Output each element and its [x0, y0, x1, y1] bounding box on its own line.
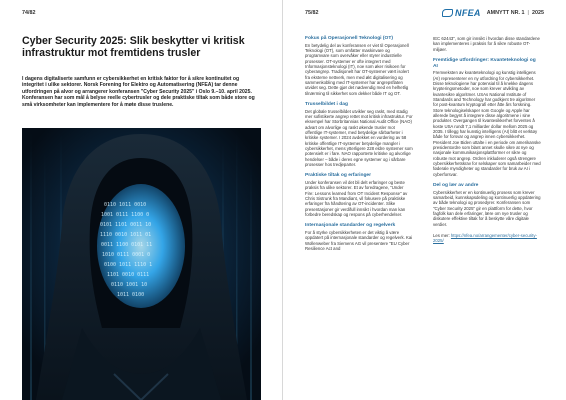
right-header: 75/82 NFEA AMNYTT NR. 1 | 2025: [305, 8, 544, 18]
hero-hacker-image: [22, 128, 261, 400]
section-body-measures: Under konferansen vil det bli delt erfaringer og beste praksis fra ulike sektorer. Et av foredragene, "Under Fire: Lessons learned from OT Incident Response" av Chris Sistrunk fra Mandiant, vil fokusere på praktiske erfaringer fra håndtering av OT-incidenter. Slike presentasjoner gir verdifull innsikt i hvordan man kan forbedre beredskap og respons på cyberhendelser.: [305, 180, 408, 218]
section-body-ot: En betydelig del av konferansen er viet til Operasjonell Teknologi (OT), som omfatter maskinvare og programvare som overvåker eller styrer industrielle prosesser. OT-systemer er ofte integrert med Informasjonsteknologi (IT), noe som øker risikoen for cyberangrep. Tradisjonelt har OT-systemer vært isolert fra eksterne nettverk, men med økt digitalisering og sammenkobling med IT-systemer har angrepsflaten utvidet seg. Dette gjør det nødvendig med en helhetlig tilnærming til sikkerhet som dekker både IT og OT.: [305, 42, 409, 96]
svg-text:0101 1101 0011 10: 0101 1101 0011 10: [100, 222, 152, 228]
section-heading-ot: Fokus på Operasjonell Teknologi (OT): [305, 36, 393, 41]
issue-label: AMNYTT NR. 1: [486, 10, 525, 16]
issue-year: 2025: [532, 10, 544, 16]
section-heading-quantum-ai: Fremtidige utfordringer: Kvanteteknologi og AI: [433, 58, 536, 69]
text-column-1: [305, 36, 413, 257]
section-body-standards: For å styrke cybersikkerheten er det viktig å være oppdatert på internasjonale standarder og regelverk. Kai Wollenweber fra Siemens AG vil presentere "EU Cyber Resilience Act and: [305, 230, 413, 252]
text-column-2: [433, 36, 541, 250]
read-more-link[interactable]: https://nfea.no/arrangementer/cyber-security-2025/: [433, 233, 537, 244]
right-page: [283, 0, 566, 400]
read-more-label: Les mer:: [433, 233, 450, 239]
read-more: [433, 233, 541, 244]
svg-text:1010 0111 0001 0: 1010 0111 0001 0: [102, 252, 151, 258]
nfea-logo-mark-icon: [442, 9, 453, 17]
section-body-standards-cont: IEC 62443", som gir innsikt i hvordan disse standardene kan implementeres i praksis for å sikre robuste OT-miljøer.: [433, 36, 540, 52]
section-body-threats: Det globale trusselbildet utvikler seg raskt, med stadig mer sofistikerte angrep rettet mot kritisk infrastruktur. For eksempel har Storbritannias National Audit Office (NAO) advart om alvorlige og raskt økende trusler mot offentlige IT-systemer, med betydelige sårbarheter i kritiske systemer. I 2024 avdekket en vurdering av 58 kritiske offentlige IT-systemer betydelige mangler i cybersikkerhet, mens ytterligere 228 eldre systemer som potensielt er i fare. NAO rapporterte kritiske og alvorlige hendelser – både i deres egne systemer og i sårbare prosesser hos tredjeparter.: [305, 108, 413, 168]
article-title: Cyber Security 2025: Slik beskytter vi kritisk infrastruktur mot fremtidens trusler: [22, 35, 245, 59]
svg-text:1011 0100: 1011 0100: [117, 292, 145, 298]
hooded-hacker-illustration: [22, 128, 261, 400]
page-number: 75/82: [305, 10, 319, 16]
svg-text:0110 1011 0010: 0110 1011 0010: [104, 202, 147, 208]
svg-text:0110 1001 10: 0110 1001 10: [111, 282, 148, 288]
svg-text:0011 1100 0101 11: 0011 1100 0101 11: [101, 242, 153, 248]
svg-text:1101 0010 0111: 1101 0010 0111: [107, 272, 150, 278]
svg-text:1110 0010 1011 01: 1110 0010 1011 01: [100, 232, 152, 238]
section-body-share: Cybersikkerhet er en kontinuerlig prosess som krever samarbeid, kunnskapsdeling og kontinuerlig oppdatering av både teknologi og prosedyrer. Konferansen som "Cyber Security 2025" gir en plattform for dette, hvor fagfolk kan dele erfaringer, lære om nye trusler og diskutere effektive tiltak for å beskytte våre digitale verdier.: [433, 189, 541, 227]
page-number: 74/82: [22, 10, 36, 16]
nfea-logo: NFEA: [442, 8, 481, 18]
section-body-quantum-ai: Fremveksten av kvanteteknologi og kunstig intelligens (AI) representerer en ny utfordring for cybersikkerhet. Disse teknologiene har potensial til å knekke dagens krypteringsmetoder, noe som krever utvikling av kvantesikre algoritmer. USAs National Institute of Standards and Technology har godkjent tre algoritmer for post-kvantum kryptografi etter åtte års forskning. Store teknologiselskaper som Google og Apple har allerede begynt å integrere disse algoritmene i sine produkter. Overgangen til kvantesikkerhet forventes å koste USA rundt 7,1 milliarder dollar mellom 2025 og 2035. I tillegg har kunstig intelligens (AI) blitt et verktøy både for forsvar og angrep innen cybersikkerhet. President Joe Biden uttalte i en periode om amerikanske presidentordre som blant annet skulle sikre at nye og nasjonale kommunikasjonsplattformer er sikre og robuste mot angrep. Ordren inkluderer også strengere cybersikkerhetskrav for selskaper som samarbeider med føderale myndigheter og standarder for bruk av AI i cyberforsvar.: [433, 70, 541, 177]
section-heading-share: Del og lær av andre: [433, 183, 479, 189]
section-heading-standards: Internasjonale standarder og regelverk: [305, 223, 396, 229]
svg-text:1001 0111 1100 0: 1001 0111 1100 0: [101, 212, 150, 218]
section-heading-measures: Praktiske tiltak og erfaringer: [305, 173, 372, 179]
article-intro: I dagens digitaliserte samfunn er cybersikkerhet en kritisk faktor for å sikre kontinuitet og integritet i ulike sektorer. Norsk Forening for Elektro og Automatisering (NFEA) tar denne utfordringen på alvor og arrangerer konferansen "Cyber Security 2025" i Oslo 9.–10. april 2025. Konferansen har som mål å belyse reelle cybertrusler og dele praktiske tiltak som både store og små virksomheter kan implementere for å møte disse truslene.: [22, 76, 255, 108]
svg-text:0100 1011 1110 1: 0100 1011 1110 1: [104, 262, 153, 268]
section-heading-threats: Trusselbildet i dag: [305, 102, 348, 108]
left-header: [22, 6, 260, 20]
